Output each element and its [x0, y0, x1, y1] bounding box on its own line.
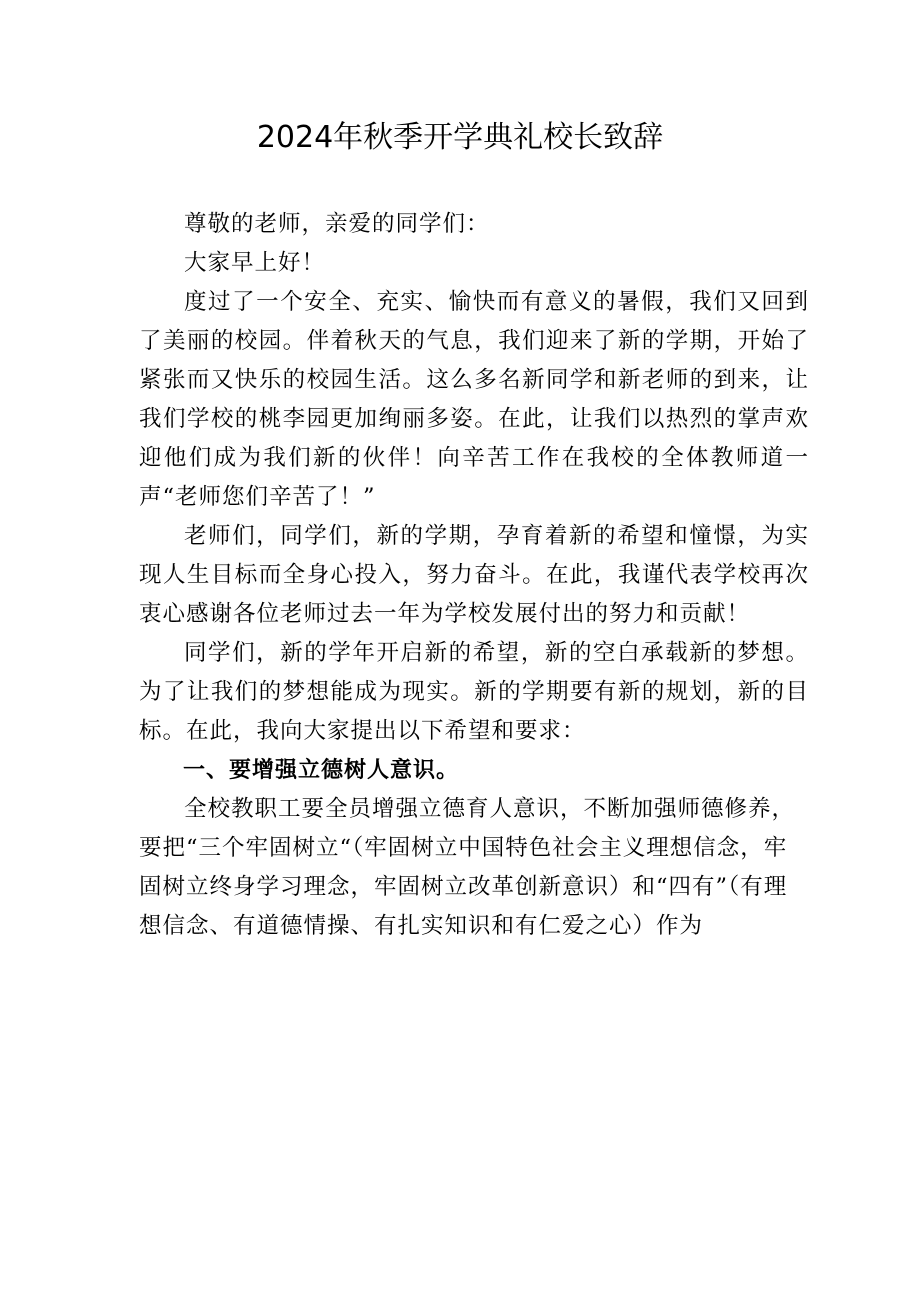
document-body	[139, 205, 809, 946]
paragraph-3: 同学们，新的学年开启新的希望，新的空白承载新的梦想。为了让我们的梦想能成为现实。新的学期要有新的规划，新的目标。在此，我向大家提出以下希望和要求：	[139, 640, 809, 744]
section-paragraph: 全校教职工要全员增强立德育人意识，不断加强师德修养，要把“三个牢固树立“（牢固树立中国特色社会主义理想信念，牢固树立终身学习理念，牢固树立改革创新意识）和“四有”（有理想信念、有道德情操、有扎实知识和有仁爱之心）作为	[139, 796, 796, 939]
paragraph-2: 老师们，同学们，新的学期，孕育着新的希望和憧憬，为实现人生目标而全身心投入，努力奋斗。在此，我谨代表学校再次衷心感谢各位老师过去一年为学校发展付出的努力和贡献！	[139, 523, 809, 627]
paragraph-1: 度过了一个安全、充实、愉快而有意义的暑假，我们又回到了美丽的校园。伴着秋天的气息，我们迎来了新的学期，开始了紧张而又快乐的校园生活。这么多名新同学和新老师的到来，让我们学校的桃李园更加绚丽多姿。在此，让我们以热烈的掌声欢迎他们成为我们新的伙伴！向辛苦工作在我校的全体教师道一声“老师您们辛苦了！”	[139, 289, 809, 510]
salutation: 尊敬的老师，亲爱的同学们：	[184, 211, 490, 237]
document-title: 2024年秋季开学典礼校长致辞	[256, 120, 664, 155]
greeting: 大家早上好！	[184, 250, 326, 276]
section-heading: 一、要增强立德树人意识。	[183, 758, 460, 783]
